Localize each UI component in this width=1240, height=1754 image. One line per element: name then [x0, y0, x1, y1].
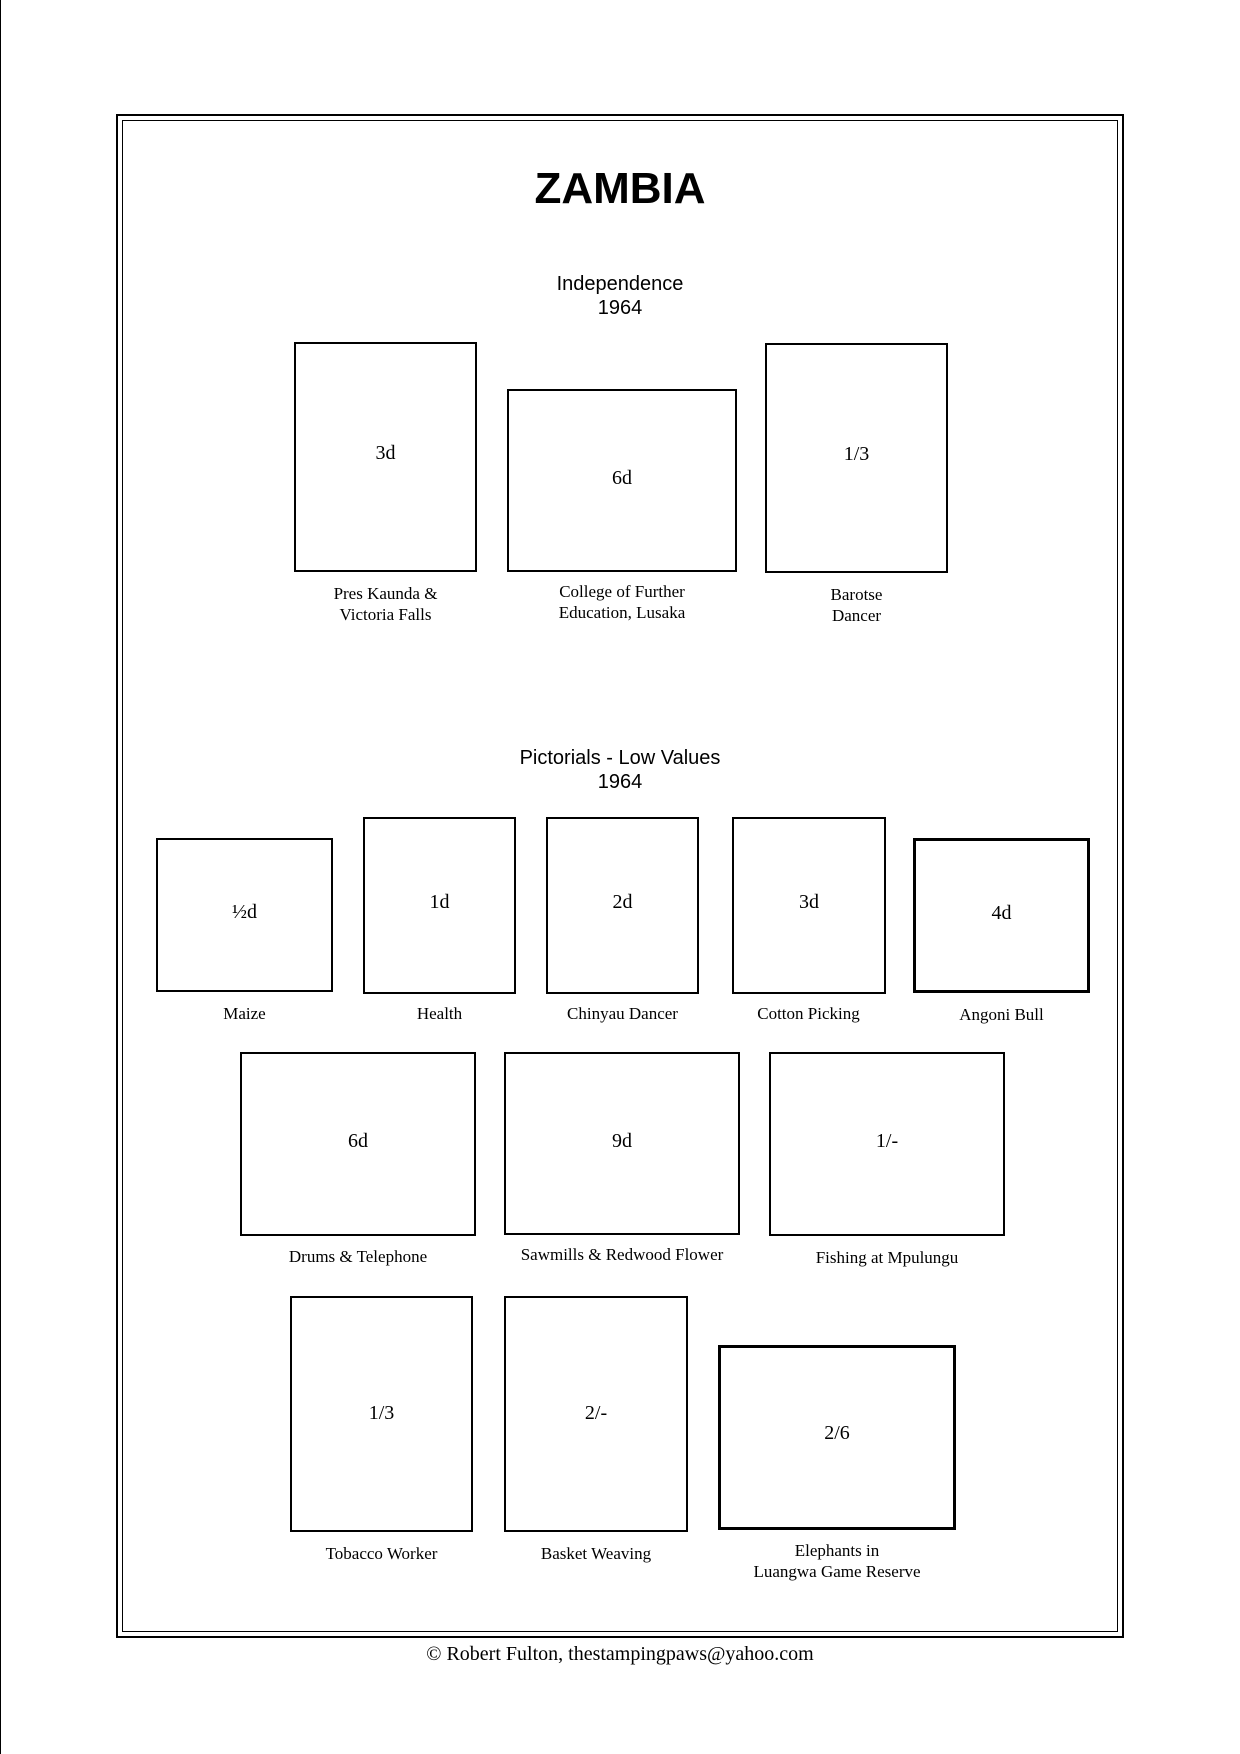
- stamp-value: 4d: [991, 902, 1012, 924]
- stamp-value: 2/-: [584, 1402, 608, 1424]
- stamp-space: [156, 838, 333, 992]
- page-title: ZAMBIA: [534, 164, 706, 213]
- stamp-caption: [144, 1003, 345, 1024]
- section-year: 1964: [597, 771, 643, 793]
- caption-line: Angoni Bull: [959, 1005, 1044, 1024]
- stamp-space: [546, 817, 699, 994]
- stamp-space: [363, 817, 516, 994]
- stamp-caption: [901, 1004, 1102, 1025]
- stamp-space: [504, 1296, 688, 1532]
- stamp-space: [507, 389, 737, 572]
- stamp-space: [769, 1052, 1005, 1236]
- caption-line: Sawmills & Redwood Flower: [520, 1245, 724, 1264]
- stamp-value: 1d: [429, 891, 450, 913]
- stamp-caption: [755, 584, 958, 626]
- stamp-caption: [284, 583, 487, 625]
- stamp-caption: [747, 1247, 1027, 1268]
- caption-line: Pres Kaunda &: [333, 584, 438, 603]
- stamp-value: 1/3: [368, 1402, 395, 1424]
- caption-line: Chinyau Dancer: [567, 1004, 678, 1023]
- stamp-value: 6d: [612, 467, 632, 489]
- caption-line: Tobacco Worker: [325, 1544, 438, 1563]
- stamp-value: 2d: [612, 891, 633, 913]
- stamp-value: 2/6: [824, 1422, 850, 1444]
- caption-line: Barotse: [830, 585, 883, 604]
- stamp-caption: [482, 1244, 762, 1265]
- stamp-space: [765, 343, 948, 573]
- caption-line: Elephants in: [794, 1541, 880, 1560]
- stamp-value: 1/-: [875, 1130, 899, 1152]
- stamp-value: 3d: [375, 442, 396, 464]
- stamp-space: [504, 1052, 740, 1235]
- stamp-caption: [522, 1003, 723, 1024]
- stamp-caption: [218, 1246, 498, 1267]
- stamp-space: [732, 817, 886, 994]
- caption-line: Victoria Falls: [339, 605, 432, 624]
- section-title: Pictorials - Low Values: [519, 747, 721, 769]
- section-heading-pictorials: [0, 746, 1240, 794]
- caption-line: Basket Weaving: [540, 1544, 652, 1563]
- caption-line: College of Further: [559, 582, 685, 601]
- stamp-space: [290, 1296, 473, 1532]
- caption-line: Fishing at Mpulungu: [815, 1248, 959, 1267]
- caption-line: Cotton Picking: [757, 1004, 860, 1023]
- stamp-caption: [486, 1543, 706, 1564]
- stamp-caption: [708, 1003, 909, 1024]
- caption-line: Education, Lusaka: [558, 603, 686, 622]
- copyright-footer: © Robert Fulton, thestampingpaws@yahoo.com: [426, 1643, 814, 1665]
- stamp-caption: [697, 1540, 977, 1582]
- caption-line: Health: [416, 1004, 463, 1023]
- stamp-caption: [272, 1543, 491, 1564]
- stamp-caption: [339, 1003, 540, 1024]
- caption-line: Drums & Telephone: [288, 1247, 428, 1266]
- stamp-value: 3d: [799, 891, 819, 913]
- section-title: Independence: [556, 273, 684, 295]
- caption-line: Luangwa Game Reserve: [753, 1562, 921, 1581]
- stamp-value: 1/3: [843, 443, 870, 465]
- stamp-space: [240, 1052, 476, 1236]
- caption-line: Dancer: [831, 606, 882, 625]
- stamp-space: [913, 838, 1090, 993]
- section-heading-independence: [0, 272, 1240, 320]
- page-edge-line: [0, 0, 1, 1754]
- caption-line: Maize: [223, 1004, 266, 1023]
- stamp-value: 6d: [348, 1130, 368, 1152]
- stamp-caption: [497, 581, 747, 623]
- section-year: 1964: [597, 297, 643, 319]
- stamp-space: [294, 342, 477, 572]
- stamp-value: ½d: [232, 901, 257, 923]
- stamp-value: 9d: [612, 1130, 632, 1152]
- stamp-space: [718, 1345, 956, 1530]
